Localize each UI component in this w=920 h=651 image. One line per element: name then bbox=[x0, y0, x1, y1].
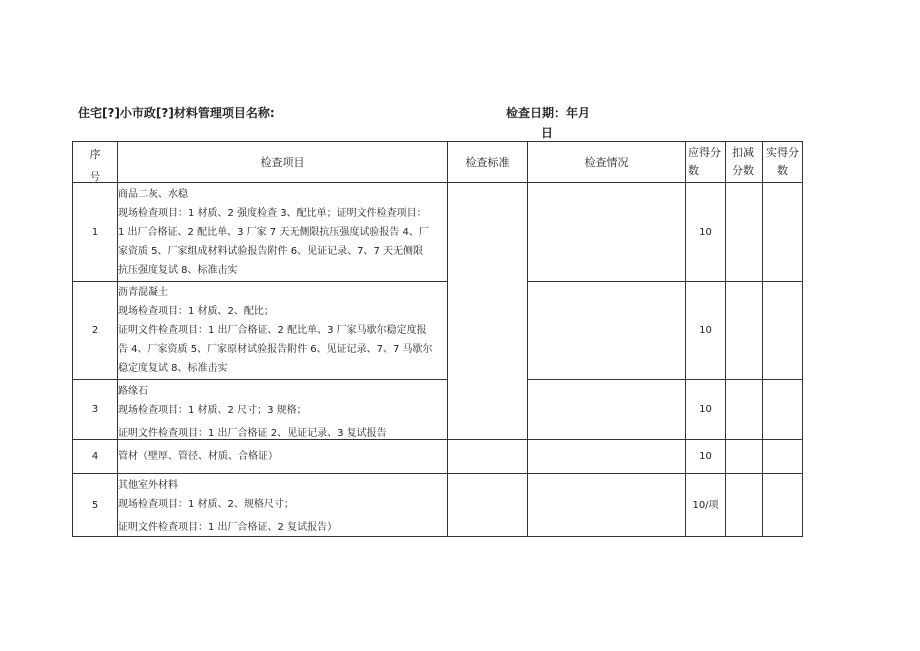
header-item: 检查项目 bbox=[118, 142, 448, 183]
project-name-label: 住宅[?]小市政[?]材料管理项目名称: bbox=[78, 106, 275, 120]
deduct-cell bbox=[726, 183, 763, 282]
row-item-line: 管材（壁厚、管径、材质、合格证） bbox=[118, 451, 278, 462]
row-index: 4 bbox=[73, 440, 118, 474]
actual-cell bbox=[763, 183, 803, 282]
row-item-line: 路缘石 bbox=[118, 386, 148, 397]
header-should-score-line2: 数 bbox=[688, 164, 699, 177]
row-item bbox=[118, 380, 448, 440]
header-actual-line2: 数 bbox=[777, 164, 788, 177]
situation-cell bbox=[528, 380, 686, 440]
row-item-line: 证明文件检查项目：1 出厂合格证、2 复试报告） bbox=[118, 522, 338, 533]
actual-cell bbox=[763, 440, 803, 474]
row-item-line: 现场检查项目：1 材质、2、配比； bbox=[118, 306, 274, 317]
inspection-table bbox=[72, 141, 803, 537]
header-standard: 检查标准 bbox=[448, 142, 528, 183]
table-header-row bbox=[73, 142, 803, 183]
row-item-line: 1 出厂合格证、2 配比单、3 厂家 7 天无侧限抗压强度试验报告 4、厂 bbox=[118, 226, 429, 238]
row-item-line: 证明文件检查项目：1 出厂合格证、2 配比单、3 厂家马歇尔稳定度报 bbox=[118, 325, 427, 336]
table-row bbox=[73, 440, 803, 474]
inspection-date-label: 检查日期：年月 bbox=[506, 106, 591, 120]
row-score: 10 bbox=[686, 183, 726, 282]
row-item-line: 抗压强度复试 8、标准击实 bbox=[118, 264, 238, 276]
situation-cell bbox=[528, 440, 686, 474]
row-score: 10 bbox=[686, 380, 726, 440]
row-index: 2 bbox=[73, 282, 118, 380]
deduct-cell bbox=[726, 440, 763, 474]
inspection-date-day-label: 日 bbox=[541, 126, 554, 140]
header-actual bbox=[763, 142, 803, 183]
header-should-score bbox=[686, 142, 726, 183]
row-score: 10 bbox=[686, 282, 726, 380]
row-item-line: 现场检查项目：1 材质、2 强度检查 3、配比单；证明文件检查项目： bbox=[118, 207, 427, 219]
situation-cell bbox=[528, 183, 686, 282]
row-item-line: 商品二灰、水稳 bbox=[118, 188, 188, 200]
table-row bbox=[73, 380, 803, 440]
row-score: 10/项 bbox=[686, 474, 726, 537]
table-row bbox=[73, 183, 803, 282]
header-seq-top: 序 bbox=[89, 148, 101, 161]
row-item-line: 其他室外材料 bbox=[118, 480, 178, 491]
row-index: 1 bbox=[73, 183, 118, 282]
header-seq-bottom: 号 bbox=[90, 172, 100, 183]
header-actual-line1: 实得分 bbox=[766, 146, 799, 159]
row-item-line: 沥青混凝土 bbox=[118, 287, 168, 298]
row-item-line: 稳定度复试 8、标准击实 bbox=[118, 363, 228, 374]
row-score: 10 bbox=[686, 440, 726, 474]
header-situation: 检查情况 bbox=[528, 142, 686, 183]
row-item-line: 现场检查项目：1 材质、2、规格尺寸； bbox=[118, 499, 294, 510]
situation-cell bbox=[528, 474, 686, 537]
table-row bbox=[73, 282, 803, 380]
row-item-line: 家资质 5、厂家组成材料试验报告附件 6、见证记录、7、7 天无侧限 bbox=[118, 245, 423, 257]
situation-cell bbox=[528, 282, 686, 380]
row-item-line: 告 4、厂家资质 5、厂家原材试验报告附件 6、见证记录、7、7 马歇尔 bbox=[118, 344, 433, 355]
header-should-score-line1: 应得分 bbox=[688, 146, 721, 159]
header-deduct bbox=[726, 142, 763, 183]
row-item bbox=[118, 474, 448, 537]
row-item bbox=[118, 282, 448, 380]
row-item-line: 证明文件检查项目：1 出厂合格证 2、见证记录、3 复试报告 bbox=[118, 428, 387, 437]
actual-cell bbox=[763, 282, 803, 380]
actual-cell bbox=[763, 380, 803, 440]
deduct-cell bbox=[726, 474, 763, 537]
row-item bbox=[118, 183, 448, 282]
row-item-line: 现场检查项目：1 材质、2 尺寸；3 规格； bbox=[118, 405, 307, 416]
row-item bbox=[118, 440, 448, 474]
standard-cell bbox=[448, 440, 528, 474]
standard-cell bbox=[448, 474, 528, 537]
header-deduct-line1: 扣减 bbox=[732, 146, 754, 159]
standard-cell bbox=[448, 183, 528, 440]
deduct-cell bbox=[726, 380, 763, 440]
deduct-cell bbox=[726, 282, 763, 380]
actual-cell bbox=[763, 474, 803, 537]
table-row bbox=[73, 474, 803, 537]
header-deduct-line2: 分数 bbox=[732, 164, 754, 177]
header-seq bbox=[73, 142, 118, 183]
row-index: 5 bbox=[73, 474, 118, 537]
row-index: 3 bbox=[73, 380, 118, 440]
